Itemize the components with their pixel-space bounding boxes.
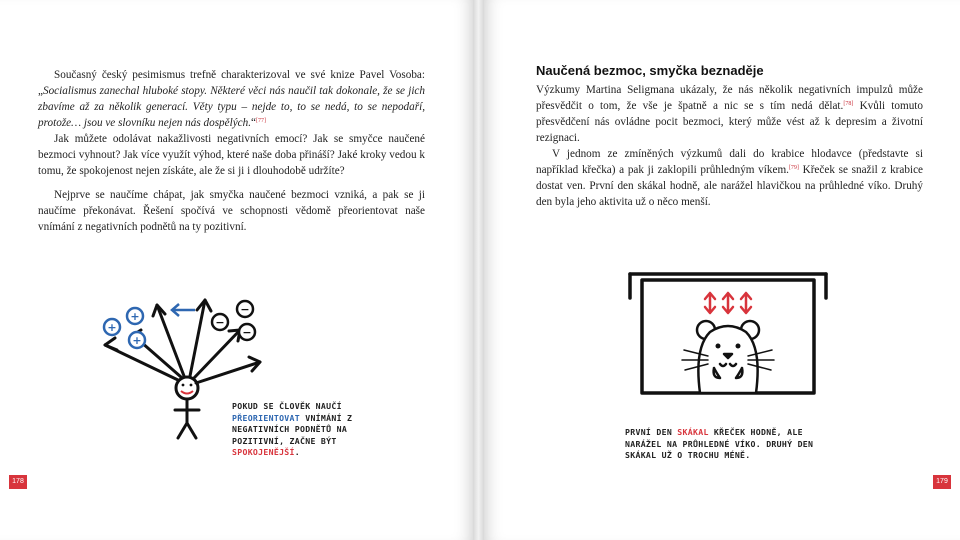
footnote-ref-79[interactable]: [79]	[788, 165, 799, 171]
minus-icon	[212, 314, 228, 330]
paragraph-pesimismus: Současný český pesimismus trefně charakterizoval ve své knize Pavel Vosoba: „Socialismus zanechal hluboké stopy. Některé věci nás naučil tak dokonale, že se jich zbavíme až za několik generací. Věty typu – nejde to, to se nedá, to se nepodaří, protože… jsou ve slovníku nejen nás dospělých.“[77]	[38, 69, 425, 129]
caption-highlight-preorientovat: PŘEORIENTOVAT	[232, 412, 300, 423]
paragraph-questions: Jak můžete odolávat nakažlivosti negativních emocí? Jak se smyčce naučené bezmoci vyhnout? Jak více využít výhod, které naše doba přináší? Jaké kroky vedou k tomu, že spokojenost nejen získáte, ale že si ji i dlouhodobě udržíte?	[38, 133, 425, 177]
left-caption: POKUD SE ČLOVĚK NAUČÍ PŘEORIENTOVAT VNÍMÁNÍ Z NEGATIVNÍCH PODNĚTŮ NA POZITIVNÍ, ZAČNE BÝT SPOKOJENĚJŠÍ.	[232, 401, 353, 457]
svg-text:−: −	[215, 316, 225, 329]
right-body-text	[536, 82, 923, 210]
page-number-right: 179	[933, 475, 951, 489]
svg-text:+: +	[130, 310, 140, 323]
footnote-ref-78[interactable]: [78]	[843, 101, 854, 107]
hamster-icon	[697, 321, 759, 393]
minus-icon	[237, 301, 253, 317]
paragraph-solution: Nejprve se naučíme chápat, jak smyčka naučené bezmoci vzniká, a pak se ji naučíme překonávat. Řešení spočívá ve schopnosti vědomě přeorientovat naše vnímání z negativních podnětů na ty pozitivní.	[38, 189, 425, 233]
svg-text:+: +	[132, 334, 142, 347]
plus-icon	[104, 319, 120, 335]
paragraph-seligman: Výzkumy Martina Seligmana ukázaly, že nás několik negativních impulzů může přesvědčit o tom, že vše je špatně a nic se s tím nedá dělat.[78] Kvůli tomuto přesvědčení nás ovládne pocit bezmoci, který může vést až k depresim a životní rezignaci.	[536, 84, 923, 144]
svg-text:−: −	[242, 326, 252, 339]
quote-vosoba: Socialismus zanechal hluboké stopy. Některé věci nás naučil tak dokonale, že se jich zbavíme až za několik generací. Věty typu – nejde to, to se nedá, to se nepodaří, protože… jsou ve slovníku nejen nás dospělých.	[38, 85, 425, 129]
left-body-text	[38, 67, 425, 235]
plus-icon	[129, 332, 145, 348]
up-down-arrows-icon	[705, 293, 751, 313]
footnote-ref-77[interactable]: [77]	[256, 118, 267, 124]
book-gutter	[473, 0, 484, 540]
left-arrow-icon	[172, 304, 195, 316]
caption-highlight-spokojenejsi: SPOKOJENĚJŠÍ	[232, 447, 295, 457]
right-caption: PRVNÍ DEN SKÁKAL KŘEČEK HODNĚ, ALE NARÁŽEL NA PRŮHLEDNÉ VÍKO. DRUHÝ DEN SKÁKAL UŽ O TROCHU MÉNĚ.	[625, 427, 814, 460]
plus-icon	[127, 308, 143, 324]
page-number-left: 178	[9, 475, 27, 489]
hamster-box-illustration	[628, 268, 828, 398]
svg-text:+: +	[107, 321, 117, 334]
svg-text:−: −	[240, 303, 250, 316]
section-heading: Naučená bezmoc, smyčka beznaděje	[536, 63, 764, 78]
paragraph-hamster-experiment: V jednom ze zmíněných výzkumů dali do krabice hlodavce (představte si například křečka) a pak ji zaklopili průhledným víkem.[79] Křeček se snažil z krabice dostat ven. První den skákal hodně, ale narážel hlavičkou na průhledné víko. Druhý den byla jeho aktivita už o něco menší.	[536, 148, 923, 208]
caption-highlight-skakal: SKÁKAL	[677, 427, 709, 437]
minus-icon	[239, 324, 255, 340]
